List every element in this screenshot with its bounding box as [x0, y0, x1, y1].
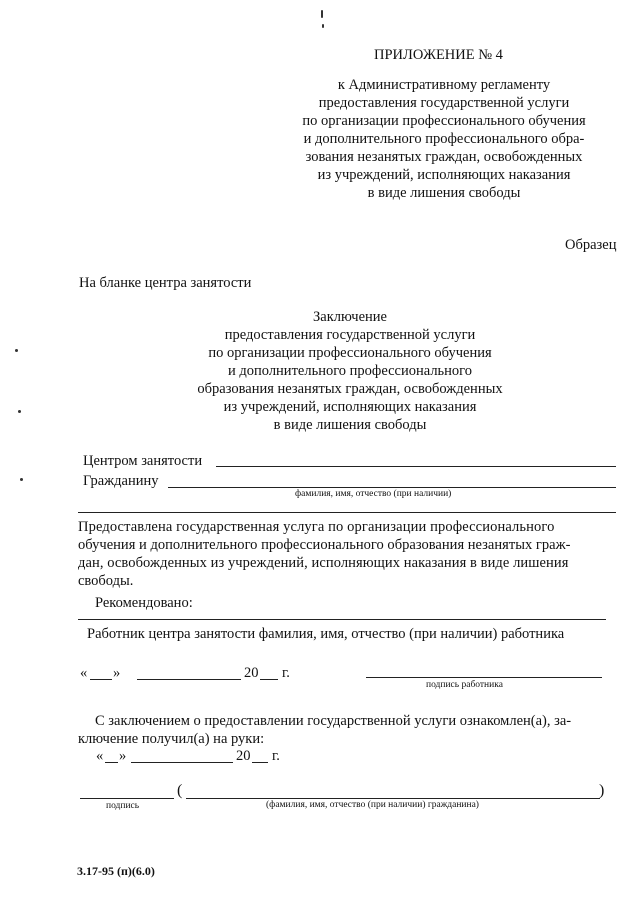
- employment-center-label: Центром занятости: [83, 453, 203, 469]
- citizen-label: Гражданину: [83, 473, 159, 489]
- citizen-signature-field[interactable]: [80, 798, 174, 799]
- citizen-name-field[interactable]: [168, 487, 616, 488]
- date-day-field[interactable]: [90, 679, 112, 680]
- title-line: из учреждений, исполняющих наказания: [223, 399, 477, 415]
- date2-day-field[interactable]: [105, 762, 118, 763]
- appendix-line: к Административному регламенту: [337, 77, 551, 93]
- acknowledgement-text: [78, 712, 620, 748]
- title-line: образования незанятых граждан, освобожденных: [197, 381, 503, 397]
- open-paren: (: [177, 782, 183, 799]
- worker-signature-caption: подпись работника: [426, 680, 503, 690]
- acknowledgement-line: С заключением о предоставлении государственной услуги ознакомлен(а), за-: [95, 713, 572, 729]
- date-open-quote: «: [80, 665, 88, 681]
- date-year-prefix: 20: [244, 665, 259, 681]
- citizen-signature-caption: подпись: [106, 801, 140, 811]
- recommendation-field[interactable]: [78, 619, 606, 620]
- worker-signature-field[interactable]: [366, 677, 602, 678]
- citizen-fullname-field[interactable]: [186, 798, 600, 799]
- appendix-line: и дополнительного профессионального обра-: [303, 131, 585, 147]
- date-month-field[interactable]: [137, 679, 241, 680]
- scan-mark: [322, 24, 324, 28]
- form-code: 3.17-95 (п)(6.0): [77, 864, 155, 878]
- date-year-field[interactable]: [260, 679, 278, 680]
- document-title: [150, 308, 550, 434]
- hole-punch-mark: [20, 478, 23, 481]
- citizen-name-field-line-2[interactable]: [78, 512, 616, 513]
- paragraph-line: Предоставлена государственная услуга по организации профессионального: [78, 519, 555, 535]
- date2-month-field[interactable]: [131, 762, 233, 763]
- date2-year-field[interactable]: [252, 762, 268, 763]
- close-paren: ): [599, 782, 605, 799]
- date-year-suffix: г.: [282, 665, 290, 681]
- title-line: в виде лишения свободы: [273, 417, 427, 433]
- appendix-line: из учреждений, исполняющих наказания: [317, 167, 571, 183]
- paragraph-line: свободы.: [78, 573, 134, 589]
- title-line: по организации профессионального обучения: [208, 345, 492, 361]
- citizen-name-caption: фамилия, имя, отчество (при наличии): [295, 489, 452, 499]
- scan-mark: [321, 10, 323, 18]
- paragraph-line: обучения и дополнительного профессионального образования незанятых граж-: [78, 537, 571, 553]
- recommended-label: Рекомендовано:: [95, 595, 193, 611]
- appendix-line: в виде лишения свободы: [367, 185, 521, 201]
- service-paragraph: [78, 518, 620, 590]
- paragraph-line: дан, освобожденных из учреждений, исполняющих наказания в виде лишения: [78, 555, 569, 571]
- appendix-reference: [268, 76, 620, 202]
- date2-year-suffix: г.: [272, 748, 280, 764]
- letterhead-note: На бланке центра занятости: [79, 275, 252, 291]
- appendix-line: предоставления государственной услуги: [318, 95, 570, 111]
- sample-label: Образец: [565, 237, 617, 253]
- date-close-quote: »: [113, 665, 121, 681]
- appendix-title: ПРИЛОЖЕНИЕ № 4: [374, 47, 503, 63]
- appendix-line: по организации профессионального обучения: [302, 113, 586, 129]
- employment-center-field[interactable]: [216, 466, 616, 467]
- title-line: и дополнительного профессионального: [227, 363, 473, 379]
- acknowledgement-line: ключение получил(а) на руки:: [78, 731, 265, 747]
- hole-punch-mark: [18, 410, 21, 413]
- worker-name-label: Работник центра занятости фамилия, имя, отчество (при наличии) работника: [87, 626, 565, 642]
- appendix-line: зования незанятых граждан, освобожденных: [305, 149, 583, 165]
- date2-year-prefix: 20: [236, 748, 251, 764]
- title-line: предоставления государственной услуги: [224, 327, 476, 343]
- citizen-fullname-caption: (фамилия, имя, отчество (при наличии) гражданина): [266, 800, 479, 810]
- title-line: Заключение: [313, 309, 387, 325]
- date2-close-quote: »: [119, 748, 127, 764]
- hole-punch-mark: [15, 349, 18, 352]
- date2-open-quote: «: [96, 748, 104, 764]
